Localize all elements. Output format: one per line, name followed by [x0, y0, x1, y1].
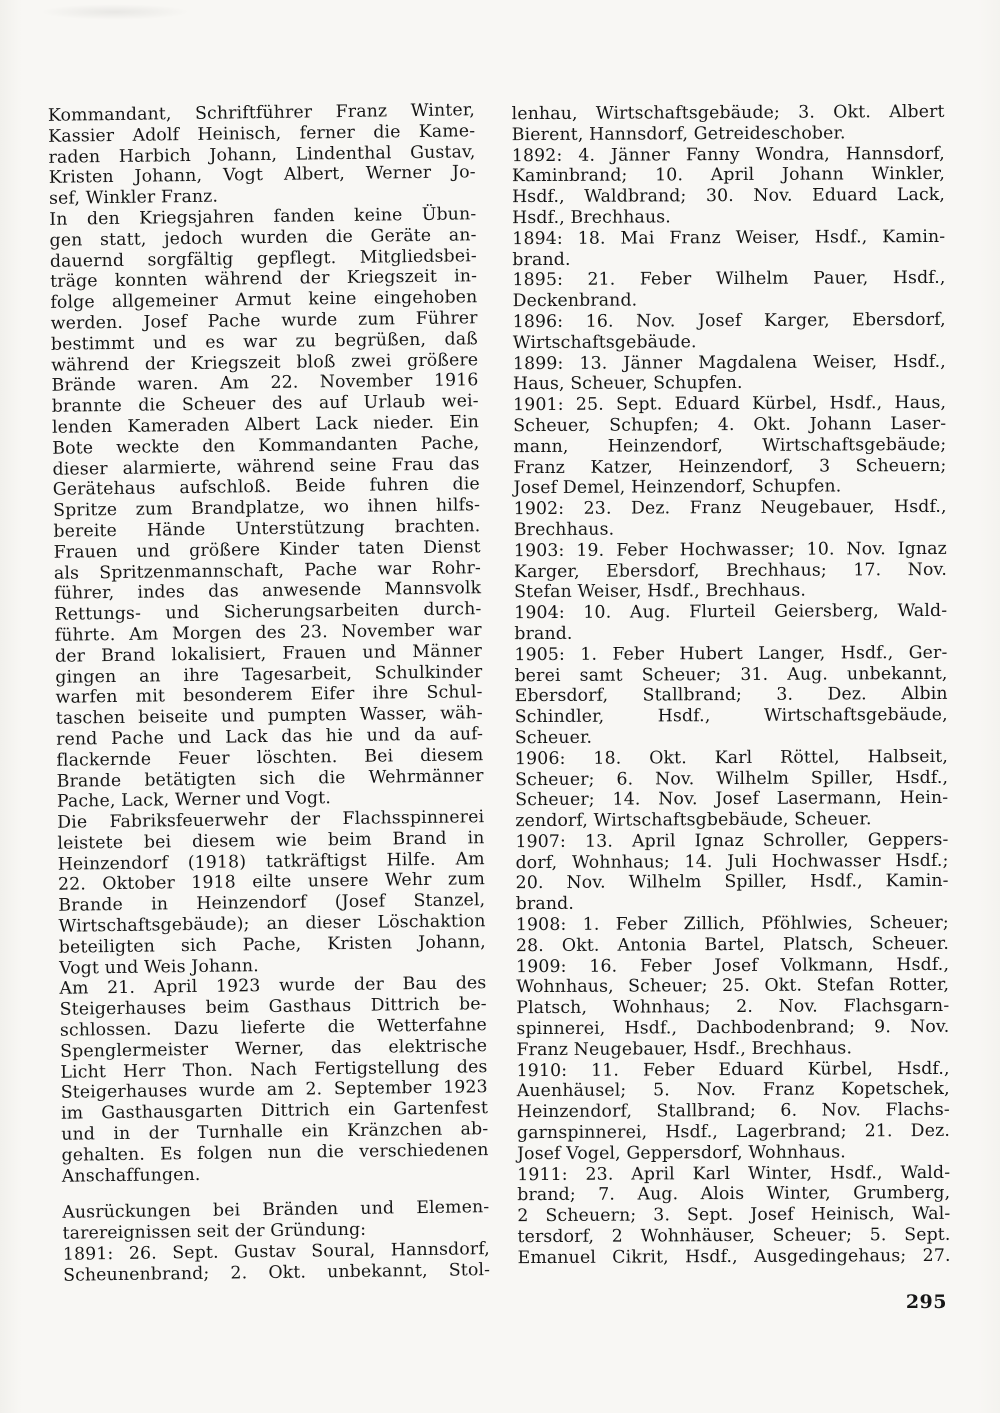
paragraph: [517, 1162, 951, 1268]
text-line: Deckenbrand.: [512, 290, 638, 312]
text-line: Hsdf., Brechhaus.: [512, 207, 671, 229]
text-line: Stefan Weiser, Hsdf., Brechhaus.: [514, 580, 807, 603]
text-line: als Spritzenmannschaft, Pache war Rohr-: [53, 557, 482, 584]
paragraph: [514, 601, 947, 645]
text-line: flackernde Feuer löschten. Bei diesem: [56, 744, 484, 771]
text-line: 1907: 13. April Ignaz Schroller, Geppers-: [515, 829, 949, 853]
paragraph: [517, 1059, 951, 1165]
text-line: lenhau, Wirtschaftsgebäude; 3. Okt. Albert: [511, 101, 945, 125]
left-column: [48, 100, 490, 1286]
text-line: 20. Nov. Wilhelm Spiller, Hsdf., Kamin-: [515, 871, 949, 894]
text-line: 1899: 13. Jänner Magdalena Weiser, Hsdf.,: [512, 351, 946, 374]
text-line: Kristen Johann, Vogt Albert, Werner Jo-: [48, 162, 476, 189]
paragraph: [57, 807, 486, 979]
paragraph: [59, 974, 489, 1188]
text-line: 1911: 23. April Karl Winter, Hsdf., Wald-: [517, 1162, 951, 1185]
text-line: Wirtschaftsgebäude.: [512, 331, 697, 353]
text-line: schlossen. Dazu lieferte die Wetterfahne: [59, 1015, 488, 1041]
text-line: Scheuer, Schupfen; 4. Okt. Johann Laser-: [513, 413, 947, 437]
text-line: während der Kriegszeit bloß zwei größere: [51, 349, 479, 376]
text-line: warfen mit besonderem Eifer ihre Schul-: [55, 682, 483, 709]
text-line: Kommandant, Schriftführer Franz Winter,: [47, 100, 476, 126]
paragraph: [512, 227, 945, 271]
paragraph: [49, 204, 484, 813]
text-line: Kassier Adolf Heinisch, ferner die Kame-: [48, 121, 476, 147]
text-line: dieser alarmierte, während seine Frau das: [52, 453, 480, 480]
text-line: Frauen und größere Kinder taten Dienst: [53, 536, 481, 563]
text-line: Brände waren. Am 22. November 1916: [51, 370, 479, 397]
text-line: gingen an ihre Tagesarbeit, Schulkinder: [55, 661, 483, 688]
text-line: Heinzendorf (1918) tatkräftigst Hilfe. Am: [57, 848, 485, 875]
text-line: Anschaffungen.: [61, 1164, 201, 1187]
text-line: Ebersdorf, Stallbrand; 3. Dez. Albin: [514, 684, 948, 707]
text-line: 2 Scheuern; 3. Sept. Josef Heinisch, Wal-: [517, 1204, 951, 1227]
text-line: Spritze zum Brandplatze, wo ihnen hilfs-: [53, 495, 481, 521]
text-line: Josef Demel, Heinzendorf, Schupfen.: [513, 476, 842, 499]
paragraph: [512, 102, 945, 146]
text-line: lenden Kameraden Albert Lack nieder. Ein: [51, 412, 480, 438]
text-line: berei samt Scheuer; 31. Aug. unbekannt,: [514, 663, 948, 686]
text-line: Emanuel Cikrit, Hsdf., Ausgedingehaus; 27.: [517, 1245, 951, 1268]
text-line: der Brand lokalisiert, Frauen und Männer: [54, 640, 483, 667]
text-line: 22. Oktober 1918 eilte unsere Wehr zum: [57, 869, 486, 896]
text-line: Pache, Lack, Werner und Vogt.: [56, 788, 332, 813]
text-line: Platsch, Wohnhaus; 2. Nov. Flachsgarn-: [516, 996, 950, 1019]
text-line: 1908: 1. Feber Zillich, Pföhlwies, Scheuer;: [515, 912, 949, 936]
text-line: 1901: 25. Sept. Eduard Kürbel, Hsdf., Haus,: [513, 393, 947, 416]
text-line: Rettungs- und Sicherungsarbeiten durch-: [54, 599, 482, 625]
text-line: brand.: [515, 894, 575, 915]
text-line: Hsdf., Waldbrand; 30. Nov. Eduard Lack,: [511, 185, 946, 208]
text-line: 1906: 18. Okt. Karl Röttel, Halbseit,: [514, 746, 949, 769]
text-line: brannte die Scheuer des auf Urlaub wei-: [51, 391, 479, 417]
page-number: 295: [905, 1291, 947, 1313]
scan-artifact: [40, 4, 190, 20]
paragraph: [62, 1198, 490, 1245]
paragraph: [513, 351, 946, 395]
text-line: Schindler, Hsdf., Wirtschaftsgebäude,: [514, 704, 948, 728]
paragraph: [513, 393, 947, 499]
text-line: Am 21. April 1923 wurde der Bau des: [59, 973, 487, 1000]
text-line: 1896: 16. Nov. Josef Karger, Ebersdorf,: [512, 309, 946, 333]
paragraph: [512, 268, 945, 312]
text-line: Brechhaus.: [513, 519, 615, 541]
text-line: tersdorf, 2 Wohnhäuser, Scheuer; 5. Sept.: [517, 1224, 951, 1248]
text-line: Steigerhauses beim Gasthaus Dittrich be-: [59, 994, 487, 1021]
text-line: brand.: [514, 623, 573, 645]
paragraph: [514, 643, 948, 749]
text-line: Kaminbrand; 10. April Johann Winkler,: [511, 164, 945, 187]
text-line: taschen beiseite und pumpten Wasser, wäh-: [55, 703, 483, 729]
text-line: 1904: 10. Aug. Flurteil Geiersberg, Wald-: [514, 600, 948, 624]
text-line: bestimmt und es war zu begrüßen, daß: [50, 328, 479, 355]
text-line: 1891: 26. Sept. Gustav Soural, Hannsdorf,: [62, 1239, 490, 1265]
text-line: Steigerhauses wurde am 2. September 1923: [60, 1077, 488, 1104]
text-line: Josef Vogel, Geppersdorf, Wohnhaus.: [517, 1142, 846, 1164]
paragraph: [513, 310, 946, 354]
text-line: führer, indes das anwesende Mannsvolk: [54, 578, 482, 605]
text-line: mann, Heinzendorf, Wirtschaftsgebäude;: [513, 434, 947, 457]
text-line: im Gasthausgarten Dittrich ein Gartenfest: [60, 1098, 489, 1124]
paragraph: [515, 747, 948, 832]
text-line: 1892: 4. Jänner Fanny Wondra, Hannsdorf,: [511, 143, 945, 166]
text-line: beteiligten sich Pache, Kristen Johann,: [58, 932, 486, 958]
text-line: und in der Turnhalle ein Kränzchen ab-: [61, 1119, 489, 1145]
paragraph: [516, 913, 949, 957]
text-line: Ausrückungen bei Bränden und Elemen-: [62, 1197, 490, 1224]
text-line: Haus, Scheuer, Schupfen.: [512, 373, 743, 395]
text-line: bereite Hände Unterstützung brachten.: [53, 516, 481, 542]
text-line: folge allgemeiner Armut keine eingehoben: [50, 287, 478, 313]
text-line: Wirtschaftsgebäude); an dieser Löschaktion: [58, 911, 486, 937]
text-line: Brande in Heinzendorf (Josef Stanzel,: [58, 890, 486, 917]
paragraph: [514, 539, 947, 604]
text-line: 1902: 23. Dez. Franz Neugebauer, Hsdf.,: [513, 497, 947, 520]
paragraph: [48, 100, 476, 210]
text-line: rend Pache und Lack das hie und da auf-: [56, 724, 484, 750]
text-line: garnspinnerei, Hsdf., Lagerbrand; 21. Dez.: [516, 1120, 950, 1144]
text-line: 1910: 11. Feber Eduard Kürbel, Hsdf.,: [516, 1058, 950, 1081]
text-line: Licht Herr Thon. Nach Fertigstellung des: [60, 1056, 488, 1083]
text-line: brand; 7. Aug. Alois Winter, Grumberg,: [517, 1183, 951, 1206]
paragraph: [512, 143, 945, 228]
text-line: 1905: 1. Feber Hubert Langer, Hsdf., Ger-: [514, 642, 948, 665]
text-line: träge konnten während der Kriegszeit in-: [50, 266, 478, 293]
text-line: Spenglermeister Werner, das elektrische: [60, 1036, 488, 1062]
text-line: Karger, Ebersdorf, Brechhaus; 17. Nov.: [513, 559, 948, 582]
right-column: [512, 102, 951, 1269]
text-line: 1909: 16. Feber Josef Volkmann, Hsdf.,: [516, 954, 950, 977]
text-line: spinnerei, Hsdf., Dachbodenbrand; 9. Nov.: [516, 1016, 950, 1040]
text-line: Scheunenbrand; 2. Okt. unbekannt, Stol-: [63, 1259, 491, 1286]
text-line: führte. Am Morgen des 23. November war: [54, 620, 482, 646]
text-line: Bote weckte den Kommandanten Pache,: [52, 432, 480, 459]
text-line: Franz Katzer, Heinzendorf, 3 Scheuern;: [513, 455, 947, 478]
text-line: In den Kriegsjahren fanden keine Übun-: [49, 204, 477, 230]
paragraph: [63, 1239, 491, 1286]
text-line: 1895: 21. Feber Wilhelm Pauer, Hsdf.,: [512, 268, 946, 291]
text-line: zendorf, Wirtschaftsgbebäude, Scheuer.: [515, 809, 872, 832]
text-line: gen statt, jedoch wurden die Geräte an-: [49, 225, 477, 251]
text-line: sef, Winkler Franz.: [48, 186, 219, 210]
text-line: werden. Josef Pache wurde zum Führer: [50, 308, 478, 334]
text-line: Scheuer; 14. Nov. Josef Lasermann, Hein-: [515, 788, 949, 811]
text-line: leistete bei diesem wie beim Brand in: [57, 828, 485, 854]
text-line: Brande betätigten sich die Wehrmänner: [56, 765, 484, 792]
text-line: Scheuer.: [514, 727, 593, 749]
text-line: Bierent, Hannsdorf, Getreideschober.: [511, 123, 846, 145]
text-line: raden Harbich Johann, Lindenthal Gustav,: [48, 141, 476, 168]
text-line: Heinzendorf, Stallbrand; 6. Nov. Flachs-: [516, 1100, 950, 1123]
text-line: Die Fabriksfeuerwehr der Flachsspinnerei: [57, 807, 485, 833]
paragraph: [516, 955, 950, 1061]
text-line: gehalten. Es folgen nun die verschiedenen: [61, 1140, 489, 1166]
text-line: dorf, Wohnhaus; 14. Juli Hochwasser Hsdf.;: [515, 850, 949, 873]
text-line: Wohnhaus, Scheuer; 25. Okt. Stefan Rotter,: [516, 975, 950, 998]
paragraph: [515, 830, 948, 915]
paragraph: [514, 497, 947, 541]
text-line: tarereignissen seit der Gründung:: [62, 1219, 367, 1244]
text-line: dauernd sorgfältig gepflegt. Mitgliedsbei-: [49, 245, 477, 272]
text-line: 28. Okt. Antonia Bartel, Platsch, Scheuer.: [515, 933, 950, 957]
text-line: 1903: 19. Feber Hochwasser; 10. Nov. Ignaz: [513, 538, 947, 561]
text-line: brand.: [512, 249, 571, 270]
text-line: Scheuer; 6. Nov. Wilhelm Spiller, Hsdf.,: [515, 767, 949, 790]
text-line: Auenhäusel; 5. Nov. Franz Kopetschek,: [516, 1079, 950, 1102]
text-line: 1894: 18. Mai Franz Weiser, Hsdf., Kamin-: [512, 226, 946, 249]
text-line: Gerätehaus aufschloß. Beide fuhren die: [52, 474, 480, 501]
text-line: Franz Neugebauer, Hsdf., Brechhaus.: [516, 1038, 853, 1060]
text-line: Vogt und Weis Johann.: [58, 955, 259, 979]
